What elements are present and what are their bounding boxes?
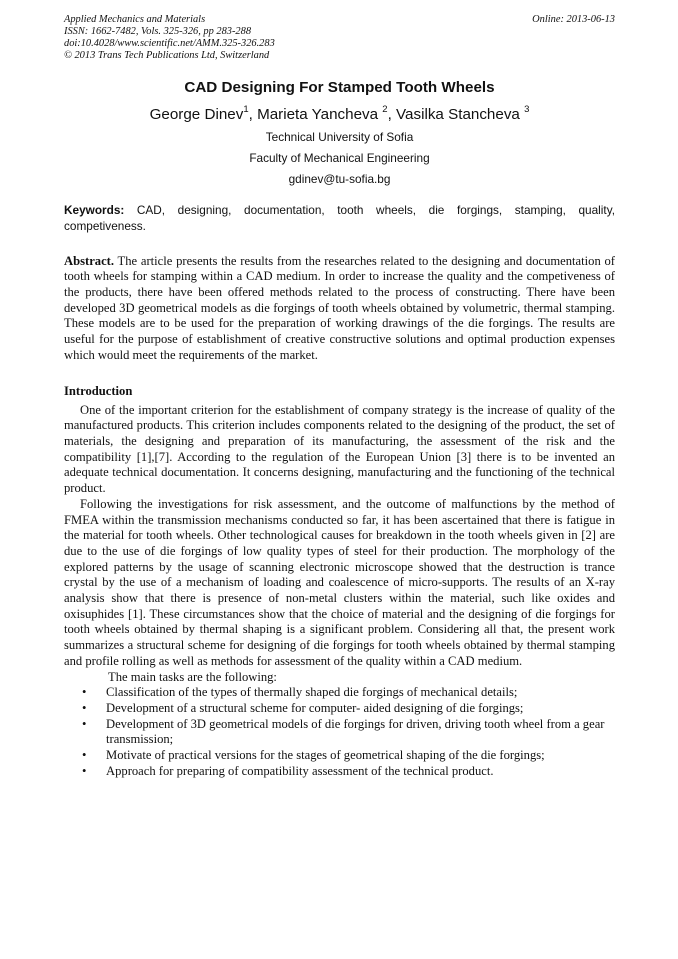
online-date: Online: 2013-06-13	[532, 14, 615, 25]
paper-page	[64, 14, 615, 779]
journal-name: Applied Mechanics and Materials	[64, 14, 206, 25]
journal-header	[64, 14, 615, 62]
list-item-text: Motivate of practical versions for the stages of geometrical shaping of the die forgings;	[106, 748, 545, 763]
affiliation-university: Technical University of Sofia	[265, 130, 414, 145]
bullet-mark: •	[82, 716, 87, 731]
copyright: © 2013 Trans Tech Publications Ltd, Switzerland	[64, 50, 270, 61]
paragraph: Following the investigations for risk assessment, and the outcome of malfunctions by the method of FMEA within the transmission mechanisms conducted so far, it has been ascertained that there is fatigue in the material for tooth wheels. Other technological causes for breakdown in the tooth wheels given in [2] are due to the use of die forgings of low quality types of steel for their production. The morphology of the explored patterns by the usage of scanning electronic microscope showed that the destruction is trance crystal by the use of a mechanism of loading and coalescence of micro-supports. The results of an X-ray analysis show that there is presence of non-metal clusters within the material, such like oxides and oxisuphides [1]. These circumstances show that the choice of material and the designing of die forgings for tooth wheels obtained by thermal shaping is a significant problem. Considering all that, the present work summarizes a structural scheme for designing of die forgings for tooth wheels obtained by thermal stamping and profile rolling as well as methods for assessment of the quality within a CAD medium.	[64, 496, 615, 668]
abstract	[64, 254, 615, 364]
list-item	[82, 685, 615, 701]
keywords-label: Keywords:	[64, 203, 125, 218]
paragraph: One of the important criterion for the establishment of company strategy is the increase of quality of the manufactured products. This criterion includes components related to the designing of the product, the set of materials, the designing and preparation of its manufacturing, the assessment of the risk and the compatibility [1],[7]. According to the regulation of the European Union [3] there is to be invented an adequate technical documentation. It concerns designing, manufacturing and the functioning of the technical product.	[64, 402, 615, 496]
introduction-heading: Introduction	[64, 383, 133, 398]
author-list: George Dinev$^1$, Marieta Yancheva $^2$, Vasilka Stancheva $^3$	[149, 104, 530, 124]
list-item-text: Development of a structural scheme for computer- aided designing of die forgings;	[106, 700, 524, 715]
list-item	[82, 748, 615, 764]
bullet-mark: •	[82, 763, 87, 778]
tasks-intro: The main tasks are the following:	[108, 669, 277, 684]
list-item	[82, 700, 615, 717]
issn: ISSN: 1662-7482, Vols. 325-326, pp 283-288	[64, 26, 252, 37]
list-item-text: Approach for preparing of compatibility assessment of the technical product.	[106, 763, 494, 778]
list-item	[82, 763, 615, 780]
author-name: Marieta Yancheva	[257, 106, 383, 124]
author-affiliation-mark: 2	[382, 104, 388, 115]
author-affiliation-mark: 3	[524, 104, 530, 115]
bullet-mark: •	[82, 700, 87, 715]
abstract-label: Abstract.	[64, 253, 115, 268]
doi: doi:10.4028/www.scientific.net/AMM.325-326.283	[64, 38, 275, 49]
bullet-mark: •	[82, 685, 87, 700]
author-affiliation-mark: 1	[243, 104, 249, 115]
task-list	[64, 685, 615, 779]
author-email: gdinev@tu-sofia.bg	[288, 172, 391, 187]
list-item-text: Classification of the types of thermally shaped die forgings of mechanical details;	[106, 685, 518, 700]
author-name: Vasilka Stancheva	[396, 106, 525, 124]
author-name: George Dinev	[149, 106, 244, 124]
keywords-text: CAD, designing, documentation, tooth wheels, die forgings, stamping, quality, competiveness.	[64, 203, 615, 233]
bullet-mark: •	[82, 748, 87, 763]
affiliation-faculty: Faculty of Mechanical Engineering	[249, 151, 430, 166]
paper-title: CAD Designing For Stamped Tooth Wheels	[184, 79, 495, 96]
abstract-text: The article presents the results from the researches related to the designing and documentation of tooth wheels for stamping within a CAD medium. In order to increase the quality and the competiveness of the products, there have been offered methods related to the process of constructing. There have been developed 3D geometrical models as die forgings of tooth wheels obtained by volumetric, thermal stamping. These models are to be used for the preparation of working drawings of the die forgings. The results are useful for the purpose of establishment of creative constructive solutions and optimal production expenses which would meet the requirements of the market.	[64, 253, 615, 362]
list-item-text: Development of 3D geometrical models of die forgings for driven, driving tooth wheel from a gear transmission;	[106, 716, 605, 747]
keywords	[64, 203, 615, 235]
list-item	[82, 716, 615, 748]
